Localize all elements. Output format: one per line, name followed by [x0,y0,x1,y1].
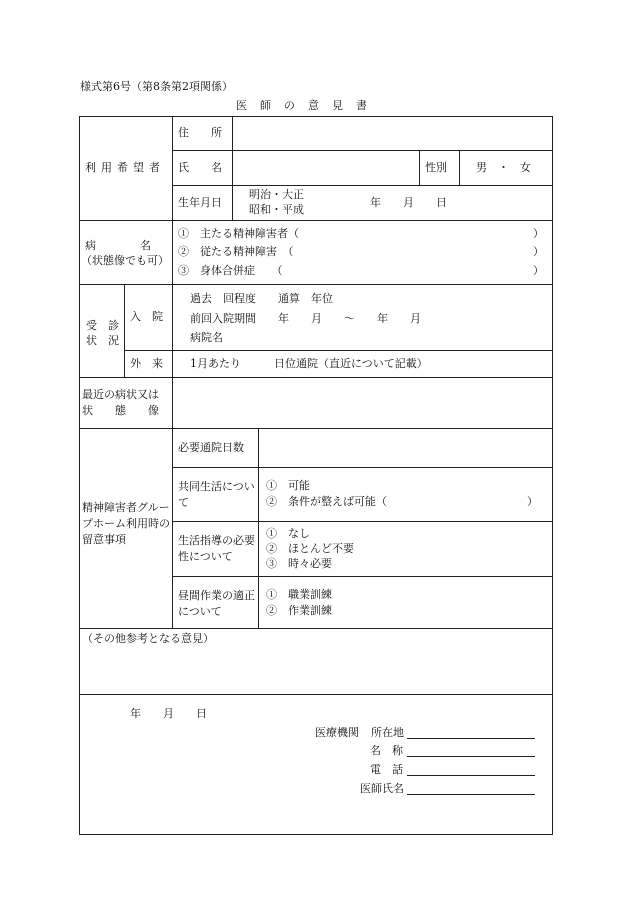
name-label: 氏 名 [178,161,222,174]
institution-name-underline [407,756,535,757]
daywork-label: 昼間作業の適正について [178,589,255,618]
name-field[interactable] [234,152,417,183]
disease-item-secondary[interactable]: ② 従たる精神障害 （ [178,245,294,258]
table-top-border [79,116,553,117]
disease-close-1: ） [533,227,544,240]
doctor-name-field[interactable] [407,779,535,794]
daywork-option-1[interactable]: ① 職業訓練 [266,588,332,601]
form-number: 様式第6号（第8条第2項関係） [80,80,233,93]
rule-after-consultation [79,377,553,378]
recent-divider [172,377,173,428]
disease-label-note: （状態像でも可） [81,254,169,267]
applicant-row-rule-1 [172,150,553,151]
inpatient-period[interactable]: 前回入院期間 年 月 ～ 年 月 [190,312,421,325]
recent-label: 最近の病状又は [82,388,159,401]
inpatient-label: 入 院 [130,310,163,323]
location-field[interactable] [407,723,535,738]
location-label: 所在地 [371,726,404,739]
consultation-label: 受 診 [86,319,119,332]
visits-label: 必要通院日数 [178,441,244,454]
disease-item-physical[interactable]: ③ 身体合併症 （ [178,264,283,277]
communal-close: ） [527,495,538,508]
disease-divider [172,220,173,284]
rule-after-grouphome [79,628,553,629]
guidance-option-3[interactable]: ③ 時々必要 [266,557,332,570]
institution-label: 医療機関 [315,726,359,739]
phone-label: 電 話 [370,763,403,776]
consult-divider-2 [172,284,173,377]
page-title: 医 師 の 意 見 書 [236,99,368,112]
grouphome-rule-3 [172,576,553,577]
disease-close-3: ） [533,264,544,277]
address-field[interactable] [234,118,550,149]
rule-after-other [79,694,553,695]
era-option-1[interactable]: 明治・大正 [249,188,304,201]
table-left-border [79,116,80,835]
institution-name-label: 名 称 [370,744,403,757]
communal-option-1[interactable]: ① 可能 [266,479,310,492]
communal-label: 共同生活について [178,480,255,509]
phone-underline [407,775,535,776]
other-opinion-label: （その他参考となる意見） [82,632,214,645]
daywork-option-2[interactable]: ② 作業訓練 [266,604,332,617]
recent-label-2: 状 態 像 [82,404,159,417]
signature-date[interactable]: 年 月 日 [130,707,207,720]
era-option-2[interactable]: 昭和・平成 [249,203,304,216]
grouphome-divider-2 [258,428,259,628]
phone-field[interactable] [407,760,535,775]
table-right-border [552,116,553,835]
disease-close-2: ） [533,245,544,258]
applicant-label-divider [172,116,173,220]
disease-item-primary[interactable]: ① 主たる精神障害者（ [178,227,299,240]
institution-name-field[interactable] [407,741,535,756]
grouphome-label: 精神障害者グループホーム利用時の留意事項 [82,501,170,546]
sex-options[interactable]: 男 ・ 女 [476,161,531,174]
applicant-row-rule-2 [172,185,553,186]
guidance-option-2[interactable]: ② ほとんど不要 [266,542,354,555]
consult-row-rule [124,350,553,351]
inpatient-hospital[interactable]: 病院名 [190,331,223,344]
grouphome-divider-1 [172,428,173,628]
grouphome-rule-1 [172,467,553,468]
visits-field[interactable] [260,430,550,465]
disease-label: 病 名 [85,239,151,252]
recent-field[interactable] [174,379,550,426]
consultation-label-2: 状 況 [86,334,119,347]
communal-option-2[interactable]: ② 条件が整えば可能（ [266,495,387,508]
other-opinion-field[interactable] [81,648,551,692]
dob-label: 生年月日 [178,196,222,209]
applicant-label: 利用希望者 [85,161,165,174]
sex-label: 性別 [425,161,447,174]
rule-after-recent [79,428,553,429]
sex-divider-2 [459,150,460,185]
rule-after-disease [79,284,553,285]
sex-divider-1 [419,150,420,185]
consult-divider-1 [124,284,125,377]
outpatient-label: 外 来 [130,357,163,370]
grouphome-rule-2 [172,521,553,522]
applicant-field-divider [232,116,233,220]
inpatient-history[interactable]: 過去 回程度 通算 年位 [190,292,333,305]
outpatient-frequency[interactable]: 1月あたり 日位通院（直近について記載） [190,357,428,370]
location-underline [407,738,535,739]
guidance-label: 生活指導の必要性について [178,534,255,563]
address-label: 住 所 [178,126,222,139]
table-bottom-border [79,834,553,835]
guidance-option-1[interactable]: ① なし [266,527,310,540]
rule-after-applicant [79,220,553,221]
doctor-name-underline [407,794,535,795]
doctor-name-label: 医師氏名 [360,782,404,795]
dob-units: 年 月 日 [370,196,447,209]
